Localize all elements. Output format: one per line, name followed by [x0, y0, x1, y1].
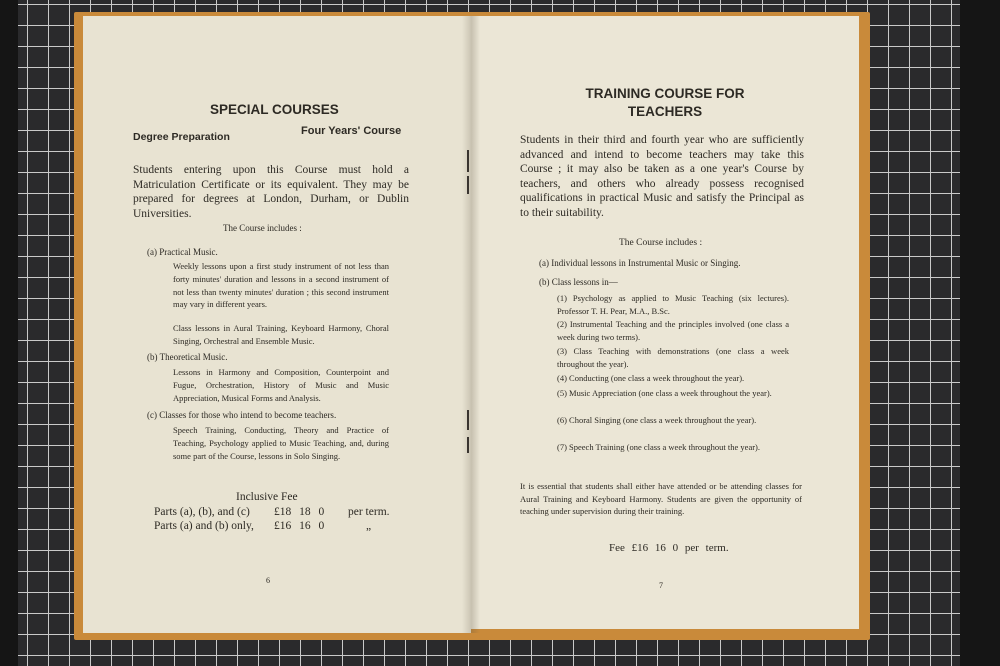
- item-a-label: (a) Practical Music.: [147, 247, 218, 257]
- left-page-number: 6: [266, 576, 270, 585]
- subheading-four-years-course: Four Years' Course: [301, 125, 402, 137]
- item-a-paragraph-2: Class lessons in Aural Training, Keyboard Harmony, Choral Singing, Orchestral and Ensemble Music.: [173, 323, 389, 346]
- sub-item-2: (2) Instrumental Teaching and the principles involved (one class a week during two terms).: [557, 319, 789, 342]
- fee-title: Inclusive Fee: [236, 491, 298, 503]
- fee-row-amount: £18 18 0: [274, 506, 325, 518]
- item-c-paragraph: Speech Training, Conducting, Theory and Practice of Teaching, Psychology applied to Music Teaching, and, during some part of the Course, lessons in Solo Singing.: [173, 425, 389, 461]
- right-page-title-line-1: TRAINING COURSE FOR: [585, 86, 745, 101]
- subheading-degree-preparation: Degree Preparation: [133, 131, 230, 143]
- item-b-label: (b) Theoretical Music.: [147, 352, 228, 362]
- sub-item-4: (4) Conducting (one class a week throughout the year).: [557, 373, 745, 383]
- item-b-paragraph: Lessons in Harmony and Composition, Counterpoint and Fugue, Orchestration, History of Music and Music Appreciation, Musical Forms and Analysis.: [173, 367, 389, 403]
- binding-staple-top: [467, 150, 469, 172]
- left-page: [83, 16, 471, 633]
- left-intro-paragraph: Students entering upon this Course must hold a Matriculation Certificate or its equivalent. They may be prepared for degrees at London, Durham, or Dublin Universities.: [133, 164, 409, 220]
- fee-table: [154, 505, 396, 533]
- sub-item-5: (5) Music Appreciation (one class a week throughout the year).: [557, 388, 772, 398]
- right-item-a: (a) Individual lessons in Instrumental Music or Singing.: [539, 258, 741, 268]
- sub-item-6: (6) Choral Singing (one class a week throughout the year).: [557, 415, 757, 425]
- requirement-note: It is essential that students shall either have attended or be attending classes for Aural Training and Keyboard Harmony. Students are given the opportunity of teaching under supervision during their training.: [520, 481, 802, 516]
- left-page-title: SPECIAL COURSES: [210, 102, 339, 117]
- right-page: [471, 16, 859, 629]
- fee-row-suffix: per term.: [348, 506, 390, 518]
- right-intro-paragraph: Students in their third and fourth year who are sufficiently advanced and intend to become teachers may take this Course ; it may also be taken as a one year's Course by teachers, and others who already possess recognised qualifications in practical Music and satisfy the Principal as to their suitability.: [520, 134, 804, 219]
- item-c-label: (c) Classes for those who intend to become teachers.: [147, 410, 337, 420]
- fee-row: [154, 519, 396, 533]
- sub-item-7: (7) Speech Training (one class a week throughout the year).: [557, 442, 760, 452]
- center-gutter: [462, 16, 480, 633]
- fee-row-parts: Parts (a) and (b) only,: [154, 520, 254, 532]
- mat-right-edge: [960, 0, 1000, 666]
- right-page-title-line-2: TEACHERS: [627, 104, 703, 119]
- binding-staple-top-2: [467, 176, 469, 194]
- fee-row-parts: Parts (a), (b), and (c): [154, 506, 250, 518]
- right-fee: Fee £16 16 0 per term.: [609, 542, 729, 554]
- binding-staple-bottom: [467, 410, 469, 430]
- binding-staple-bottom-2: [467, 437, 469, 453]
- left-includes-label: The Course includes :: [223, 223, 302, 233]
- item-a-paragraph-1: Weekly lessons upon a first study instrument of not less than forty minutes' duration and lessons in a second instrument of not less than twenty minutes' duration ; this second instrument may vary in different years.: [173, 261, 389, 310]
- right-item-b: (b) Class lessons in—: [539, 277, 618, 287]
- mat-left-edge: [0, 0, 18, 666]
- sub-item-1: (1) Psychology as applied to Music Teaching (six lectures). Professor T. H. Pear, M.A., B.Sc.: [557, 293, 789, 316]
- fee-row-suffix: „: [366, 520, 372, 532]
- fee-row: [154, 505, 396, 519]
- fee-row-amount: £16 16 0: [274, 520, 325, 532]
- right-page-number: 7: [659, 581, 663, 590]
- right-includes-label: The Course includes :: [619, 238, 703, 248]
- sub-item-3: (3) Class Teaching with demonstrations (one class a week throughout the year).: [557, 346, 789, 369]
